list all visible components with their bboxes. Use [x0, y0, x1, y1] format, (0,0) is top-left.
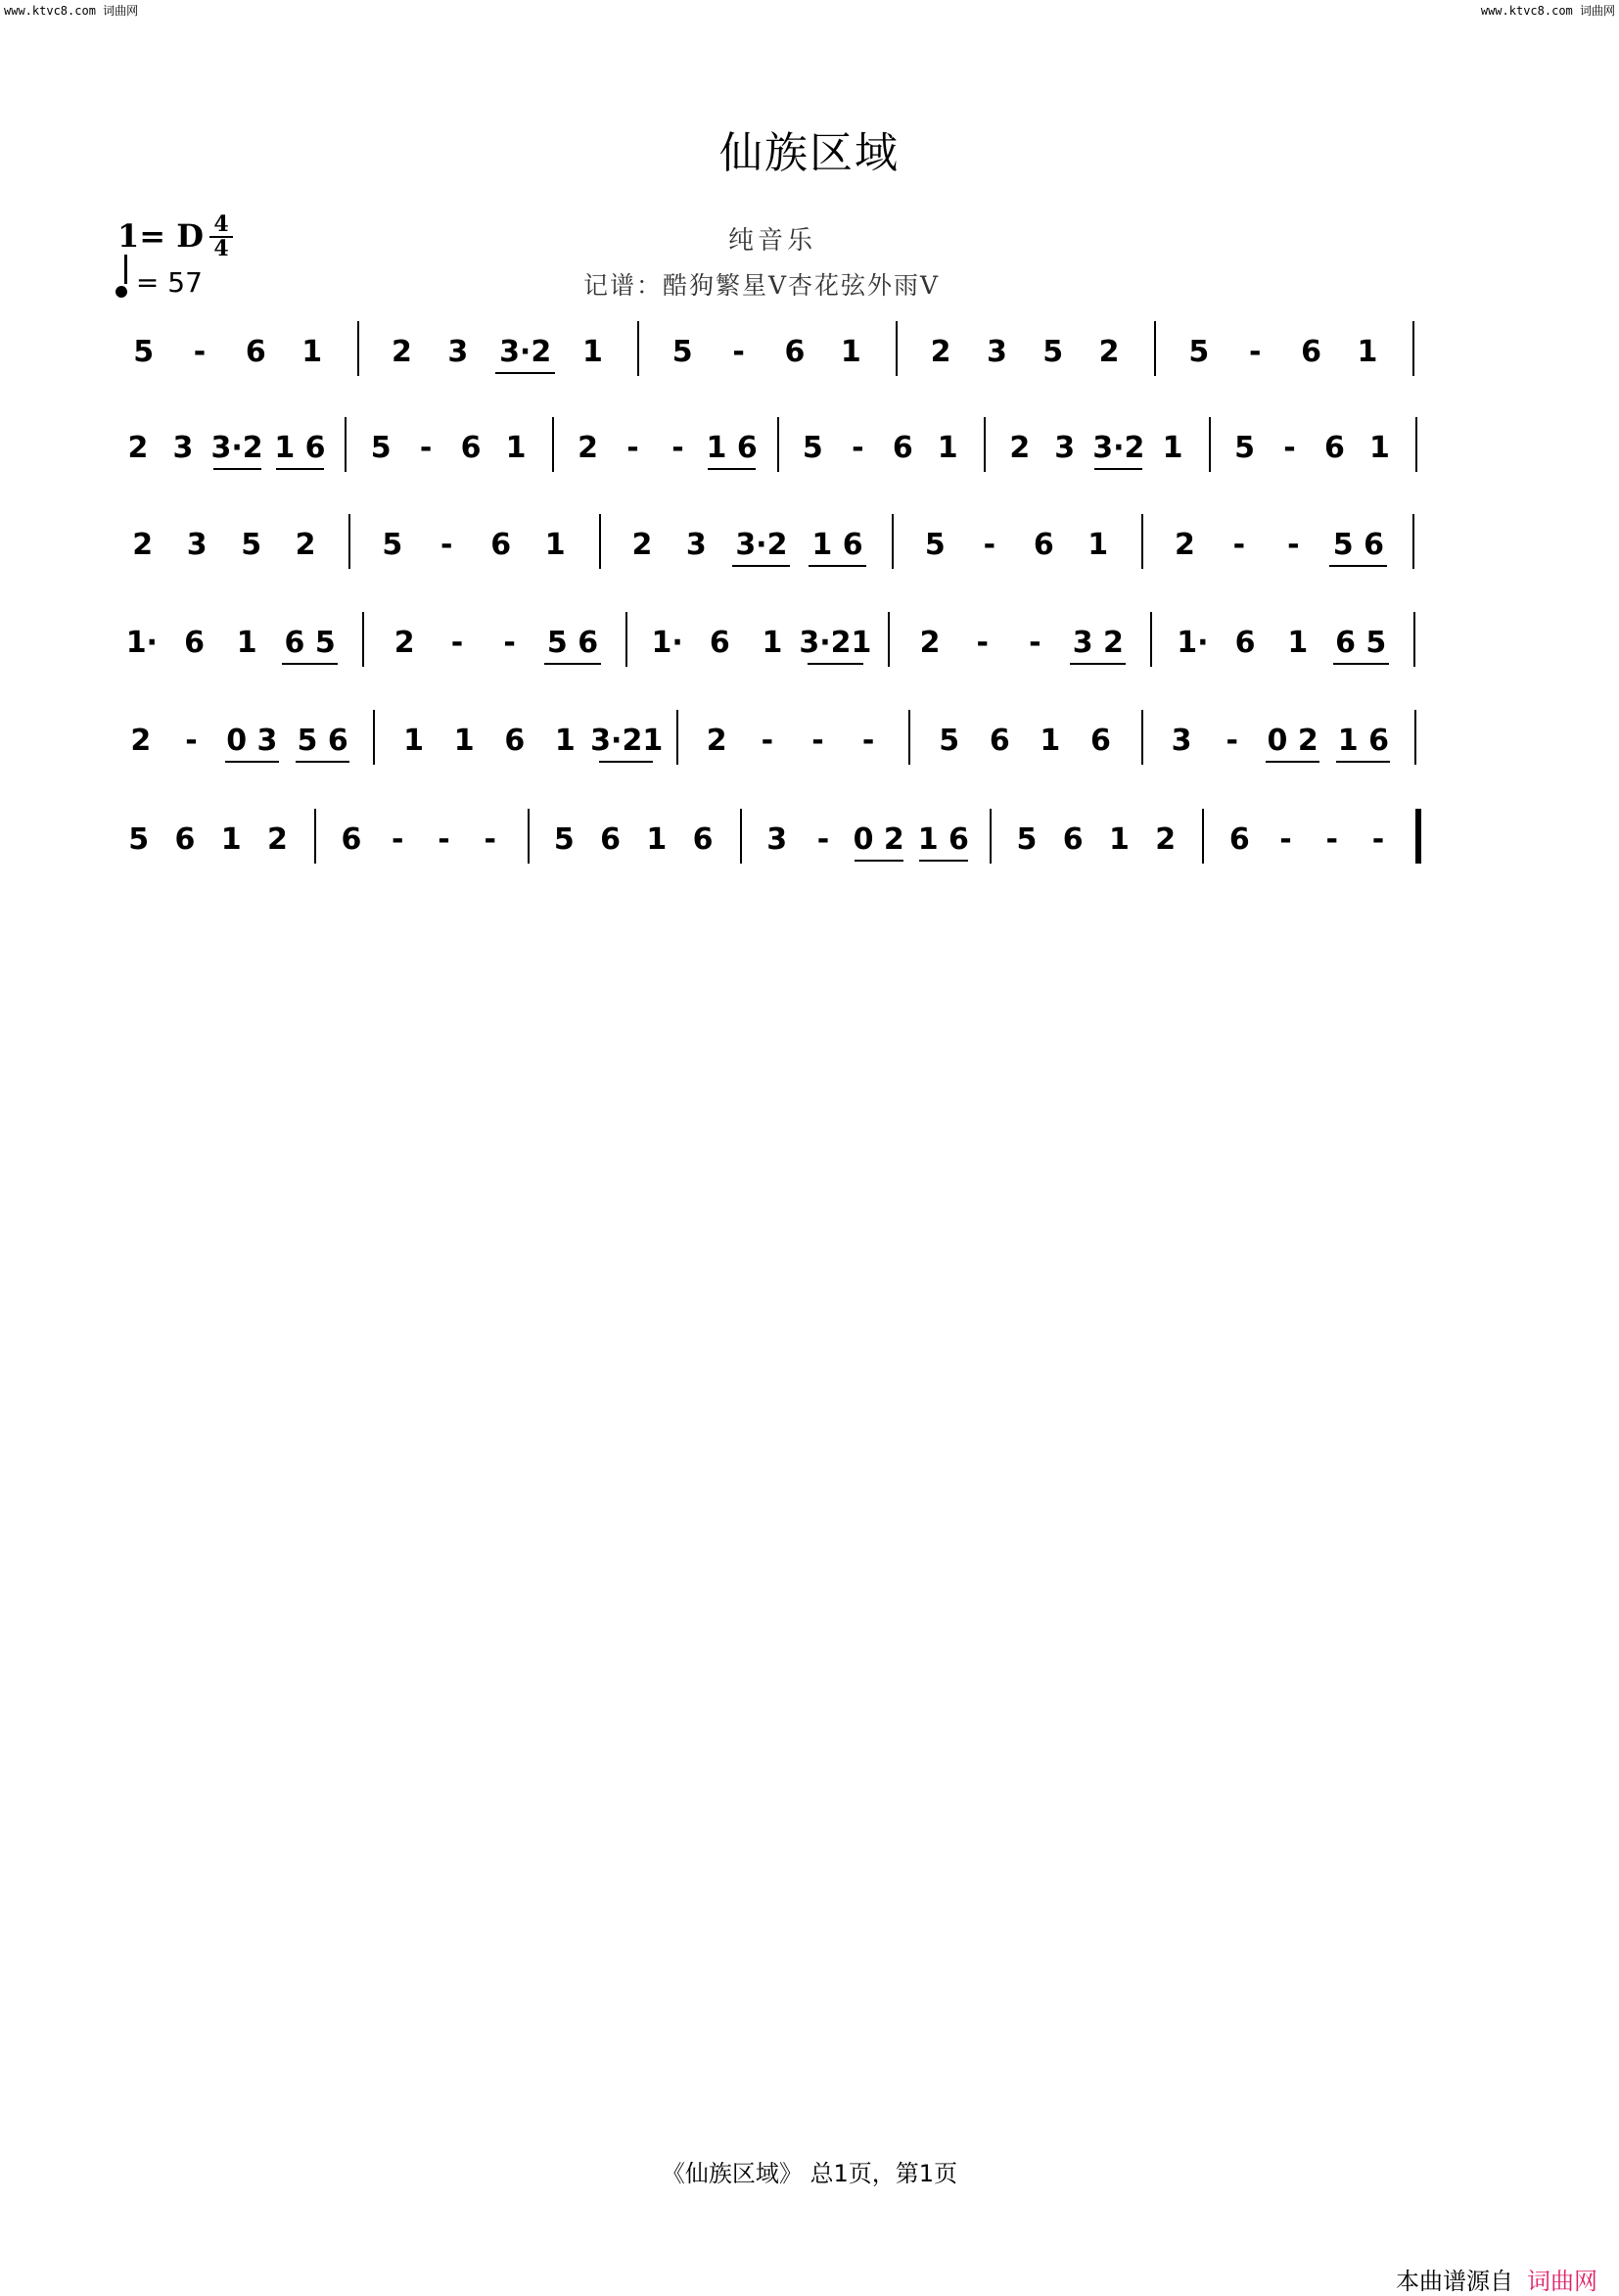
beam-underline — [1329, 565, 1387, 567]
source-brand: 词曲网 — [1527, 2268, 1597, 2295]
bar-line — [552, 417, 554, 472]
beam-underline — [495, 372, 555, 374]
note: 3 — [172, 431, 194, 465]
note: 0 2 — [1267, 724, 1318, 758]
note: 5 6 — [297, 724, 348, 758]
note: 2 — [631, 528, 653, 562]
note: 6 5 — [1335, 626, 1387, 660]
note: 6 — [709, 626, 730, 660]
bar-line — [777, 417, 779, 472]
beam-underline — [919, 860, 968, 862]
note: 2 — [1098, 335, 1120, 369]
beam-underline — [225, 761, 279, 763]
dash-extension: - — [503, 626, 516, 660]
key-signature: 1= D — [117, 217, 204, 255]
note: 1 — [301, 335, 323, 369]
note: 5 6 — [546, 626, 599, 660]
note: 2 — [295, 528, 316, 562]
note: 2 — [132, 528, 154, 562]
note: 1 — [762, 626, 783, 660]
note: 0 2 — [853, 822, 904, 857]
bar-line — [1154, 321, 1156, 376]
score-row — [116, 333, 1427, 372]
dash-extension: - — [1283, 431, 1296, 465]
dash-extension: - — [626, 431, 639, 465]
note: 3 — [986, 335, 1007, 369]
note: 6 — [1228, 822, 1250, 857]
note: 1 — [937, 431, 958, 465]
bar-line — [1415, 417, 1417, 472]
dash-extension: - — [816, 822, 830, 857]
note: 1 — [1040, 724, 1061, 758]
note: 2 — [1175, 528, 1195, 562]
note: 6 — [1090, 724, 1111, 758]
note: 1 — [1108, 822, 1130, 857]
note: 5 — [1042, 335, 1064, 369]
bar-line — [892, 514, 894, 569]
note: 2 — [1155, 822, 1177, 857]
dash-extension: - — [811, 724, 824, 758]
bar-line — [1413, 612, 1415, 667]
beam-underline — [296, 761, 349, 763]
tempo-marking — [116, 262, 203, 299]
note: 3 — [766, 822, 788, 857]
bar-line — [1412, 514, 1414, 569]
bar-line — [345, 417, 347, 472]
note: 1 6 — [811, 528, 863, 562]
dash-extension: - — [484, 822, 496, 857]
beam-underline — [599, 761, 653, 763]
bar-line — [990, 809, 992, 864]
note: 3 — [685, 528, 707, 562]
dash-extension: - — [983, 528, 996, 562]
note: 5 — [939, 724, 960, 758]
note: 1 — [236, 626, 257, 660]
bar-line — [740, 809, 742, 864]
note: 5 — [241, 528, 262, 562]
score-row — [116, 722, 1427, 761]
dash-extension: - — [732, 335, 745, 369]
note: 1 — [1162, 431, 1183, 465]
dash-extension: - — [1279, 822, 1292, 857]
note: 5 — [370, 431, 392, 465]
bar-line — [1150, 612, 1152, 667]
dash-extension: - — [185, 724, 198, 758]
dash-extension: - — [392, 822, 404, 857]
beam-underline — [855, 860, 903, 862]
note: 6 — [1324, 431, 1345, 465]
beam-underline — [809, 565, 866, 567]
note: 3·2 — [210, 431, 263, 465]
note: 2 — [266, 822, 288, 857]
beam-underline — [213, 468, 261, 470]
dash-extension: - — [852, 431, 864, 465]
bar-line — [1141, 710, 1143, 765]
note: 3 — [447, 335, 469, 369]
note: 5 — [1234, 431, 1255, 465]
bar-line — [528, 809, 530, 864]
bar-line — [348, 514, 350, 569]
dash-extension: - — [193, 335, 207, 369]
page-footer: 《仙族区域》 总1页，第1页 — [661, 2160, 958, 2187]
dash-extension: - — [1325, 822, 1338, 857]
bar-line — [357, 321, 359, 376]
note: 6 — [460, 431, 482, 465]
bar-line — [888, 612, 890, 667]
dash-extension: - — [1226, 724, 1238, 758]
note: 3 — [1054, 431, 1076, 465]
transcriber-credit: 记谱：酷狗繁星V杏花弦外雨V — [583, 271, 941, 300]
note: 2 — [127, 431, 149, 465]
note: 1 6 — [274, 431, 326, 465]
note: 3 2 — [1072, 626, 1124, 660]
score-row — [116, 429, 1427, 468]
note: 3 — [186, 528, 208, 562]
beam-underline — [544, 663, 600, 665]
note: 6 — [1301, 335, 1321, 369]
score-row — [116, 526, 1427, 565]
bar-line — [676, 710, 678, 765]
watermark-right: www.ktvc8.com 词曲网 — [1480, 4, 1615, 18]
note: 6 — [1234, 626, 1256, 660]
note: 2 — [930, 335, 951, 369]
beam-underline — [732, 565, 790, 567]
note: 2 — [393, 626, 415, 660]
bar-line — [599, 514, 601, 569]
note: 2 — [392, 335, 412, 369]
dash-extension: - — [761, 724, 774, 758]
note: 2 — [130, 724, 152, 758]
bar-line — [896, 321, 898, 376]
note: 6 — [341, 822, 362, 857]
note: 6 — [490, 528, 512, 562]
note: 6 — [245, 335, 266, 369]
dash-extension: - — [671, 431, 684, 465]
note: 1 6 — [917, 822, 969, 857]
note: 6 5 — [284, 626, 336, 660]
note: 5 — [553, 822, 575, 857]
source-label: 本曲谱源自 — [1396, 2268, 1513, 2295]
note: 3·2 — [735, 528, 788, 562]
score-row — [116, 820, 1427, 860]
bar-line — [1209, 417, 1211, 472]
time-signature-bottom: 4 — [209, 236, 233, 260]
note: 1 — [453, 724, 475, 758]
bar-line — [908, 710, 910, 765]
note: 1· — [1177, 626, 1209, 660]
note: 1 — [554, 724, 576, 758]
source-credit — [1396, 2262, 1597, 2296]
note: 2 — [578, 431, 598, 465]
bar-line — [1202, 809, 1204, 864]
subtitle: 纯音乐 — [728, 226, 817, 256]
page-title: 仙族区域 — [719, 128, 900, 178]
note: 6 — [504, 724, 526, 758]
note: 6 — [600, 822, 622, 857]
dash-extension: - — [1371, 822, 1385, 857]
note: 5 — [802, 431, 823, 465]
note: 1 — [220, 822, 242, 857]
note: 1· — [651, 626, 683, 660]
note: 6 — [989, 724, 1010, 758]
quarter-note-icon — [114, 284, 128, 299]
note: 6 — [1062, 822, 1084, 857]
dash-extension: - — [1029, 626, 1041, 660]
dash-extension: - — [861, 724, 875, 758]
quarter-note-stem — [124, 255, 127, 284]
note: 6 — [1033, 528, 1054, 562]
note: 5 — [924, 528, 946, 562]
note: 6 — [692, 822, 714, 857]
dash-extension: - — [976, 626, 989, 660]
note: 0 3 — [226, 724, 278, 758]
beam-underline — [1094, 468, 1142, 470]
bar-line — [362, 612, 364, 667]
note: 1· — [125, 626, 158, 660]
dash-extension: - — [1232, 528, 1246, 562]
note: 1 6 — [1337, 724, 1389, 758]
note: 2 — [706, 724, 727, 758]
note: 1 — [582, 335, 603, 369]
dash-extension: - — [450, 626, 464, 660]
time-signature — [209, 213, 233, 260]
bar-line — [625, 612, 627, 667]
dash-extension: - — [1287, 528, 1300, 562]
note: 1 — [1368, 431, 1390, 465]
note: 6 — [184, 626, 205, 660]
note: 2 — [1009, 431, 1031, 465]
note: 3·2 — [499, 335, 552, 369]
beam-underline — [1333, 663, 1389, 665]
bar-line — [1141, 514, 1143, 569]
dash-extension: - — [1248, 335, 1262, 369]
beam-underline — [808, 663, 863, 665]
note: 1 — [1357, 335, 1378, 369]
note: 1 — [1287, 626, 1309, 660]
note: 1 — [1087, 528, 1109, 562]
note: 3·2 — [1092, 431, 1145, 465]
tempo-value: = 57 — [135, 266, 203, 299]
beam-underline — [708, 468, 756, 470]
dash-extension: - — [438, 822, 450, 857]
score-row — [116, 624, 1427, 663]
note: 5 — [671, 335, 693, 369]
note: 6 — [784, 335, 806, 369]
final-bar-line — [1415, 809, 1421, 864]
note: 5 — [133, 335, 155, 369]
note: 5 — [382, 528, 403, 562]
dash-extension: - — [440, 528, 453, 562]
note: 2 — [919, 626, 941, 660]
beam-underline — [1266, 761, 1319, 763]
beam-underline — [1336, 761, 1390, 763]
note: 1 — [840, 335, 861, 369]
beam-underline — [1070, 663, 1126, 665]
note: 3 — [1171, 724, 1192, 758]
bar-line — [1414, 710, 1416, 765]
dash-extension: - — [419, 431, 433, 465]
note: 5 — [128, 822, 150, 857]
note: 1 — [544, 528, 566, 562]
bar-line — [373, 710, 375, 765]
note: 1 — [646, 822, 668, 857]
note: 5 — [1188, 335, 1210, 369]
note: 3·21 — [799, 626, 872, 660]
note: 1 — [505, 431, 527, 465]
note: 1 6 — [706, 431, 758, 465]
bar-line — [637, 321, 639, 376]
note: 6 — [892, 431, 913, 465]
bar-line — [984, 417, 986, 472]
beam-underline — [276, 468, 324, 470]
note: 6 — [174, 822, 196, 857]
note: 1 — [403, 724, 424, 758]
watermark-left: www.ktvc8.com 词曲网 — [4, 4, 139, 18]
note: 3·21 — [590, 724, 664, 758]
note: 5 6 — [1332, 528, 1384, 562]
time-signature-top: 4 — [213, 211, 229, 237]
bar-line — [1412, 321, 1414, 376]
bar-line — [314, 809, 316, 864]
note: 5 — [1016, 822, 1038, 857]
beam-underline — [282, 663, 338, 665]
